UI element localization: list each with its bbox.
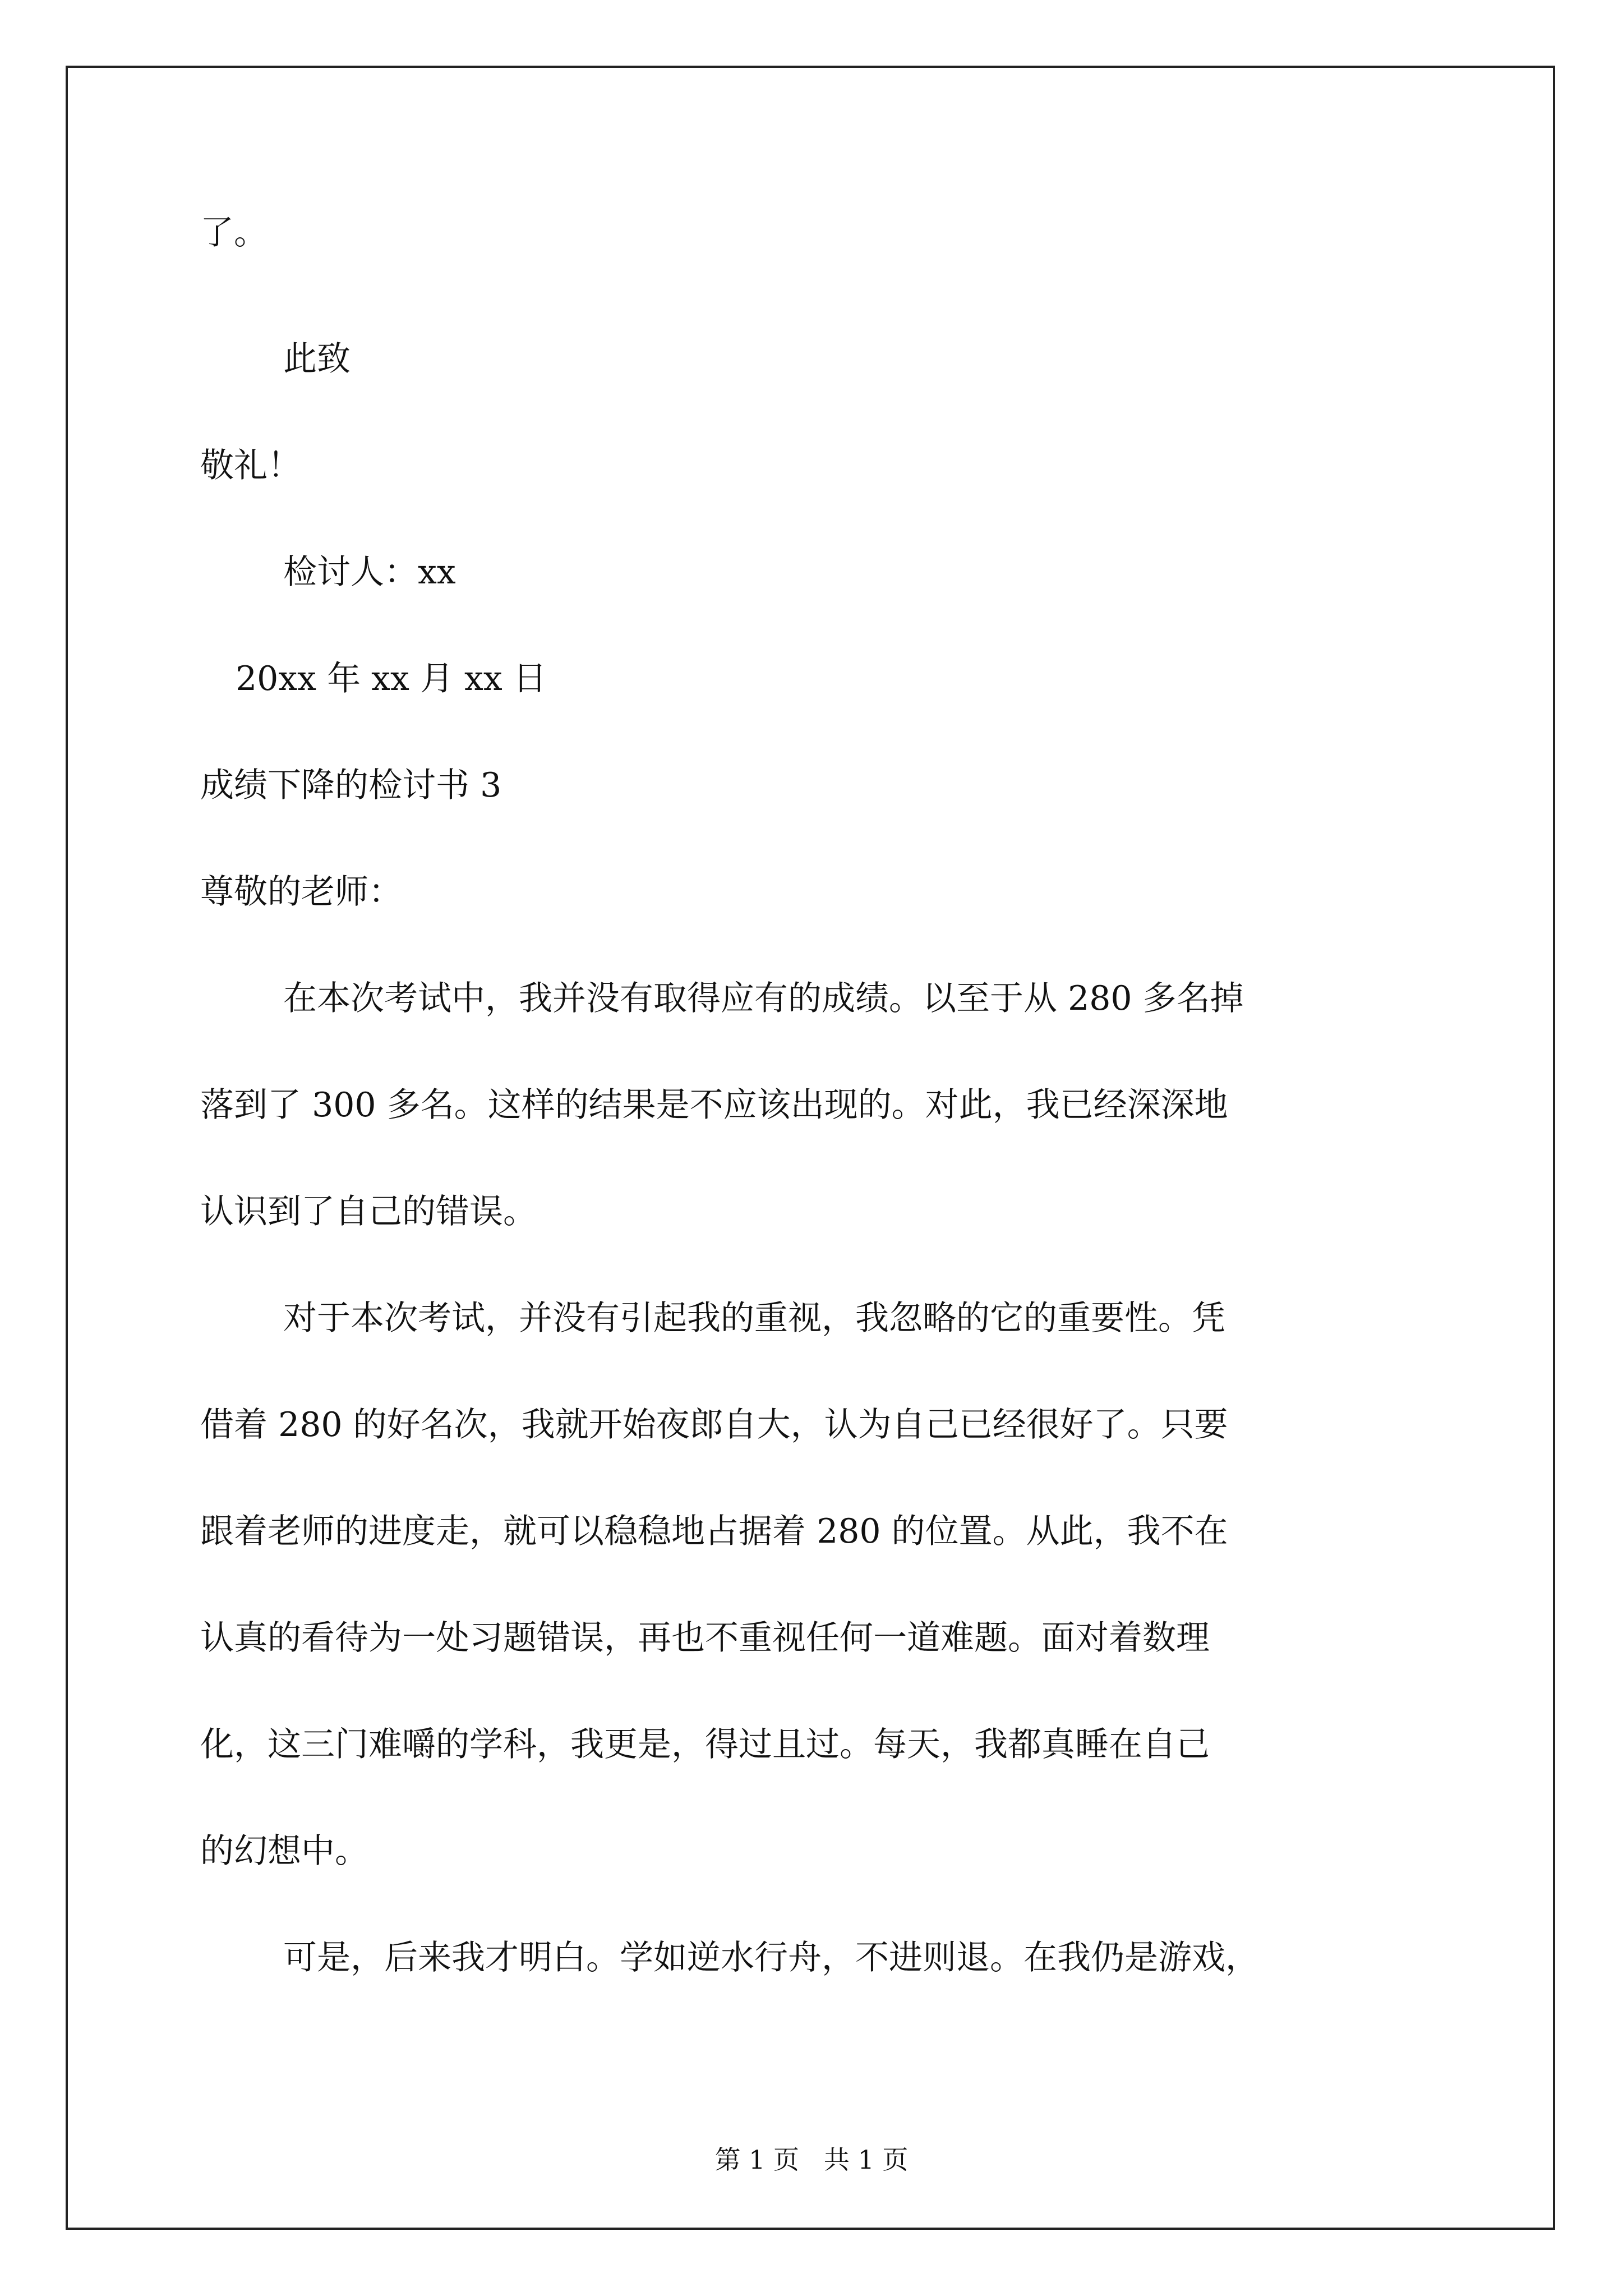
paragraph-line: 在本次考试中，我并没有取得应有的成绩。以至于从 280 多名掉 [283, 979, 1244, 1018]
paragraph-line: 可是，后来我才明白。学如逆水行舟，不进则退。在我仍是游戏， [283, 1938, 1259, 1977]
section-title: 成绩下降的检讨书 3 [200, 766, 502, 805]
page-border [66, 66, 1555, 2230]
paragraph-line: 跟着老师的进度走，就可以稳稳地占据着 280 的位置。从此，我不在 [200, 1512, 1228, 1551]
text-line: 了。 [200, 213, 268, 252]
paragraph-line: 对于本次考试，并没有引起我的重视，我忽略的它的重要性。凭 [283, 1299, 1225, 1338]
paragraph-line: 借着 280 的好名次，我就开始夜郎自大，认为自己已经很好了。只要 [200, 1405, 1228, 1444]
closing-line: 敬礼！ [200, 446, 301, 485]
greeting-line: 尊敬的老师： [200, 872, 402, 912]
paragraph-line: 认真的看待为一处习题错误，再也不重视任何一道难题。面对着数理 [200, 1618, 1210, 1658]
page-footer: 第 1 页 共 1 页 [714, 2145, 909, 2175]
paragraph-line: 落到了 300 多名。这样的结果是不应该出现的。对此，我已经深深地 [200, 1085, 1228, 1125]
signature-line: 检讨人：xx [283, 553, 456, 592]
salutation-line: 此致 [283, 339, 351, 379]
paragraph-line: 认识到了自己的错误。 [200, 1192, 537, 1231]
paragraph-line: 的幻想中。 [200, 1832, 368, 1871]
date-line: 20xx 年 xx 月 xx 日 [236, 659, 547, 698]
paragraph-line: 化，这三门难嚼的学科，我更是，得过且过。每天，我都真睡在自己 [200, 1725, 1210, 1764]
